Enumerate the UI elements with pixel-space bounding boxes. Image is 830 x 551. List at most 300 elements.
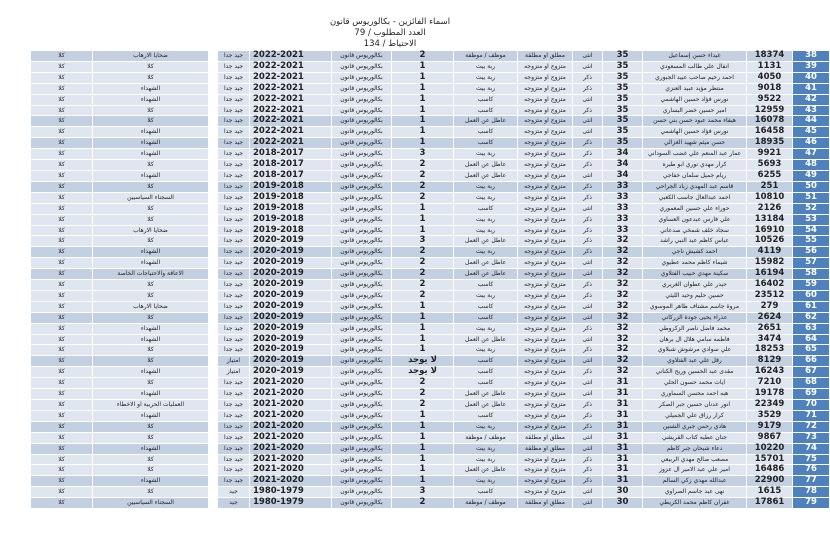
grade-cell: جيد جدا <box>218 105 250 116</box>
category-cell: كلا <box>93 421 209 432</box>
graduation-year-cell: 2021-2020 <box>250 389 332 400</box>
applicant-code-cell: 10810 <box>747 192 793 203</box>
children-count-cell: 1 <box>392 323 454 334</box>
spacer-cell <box>209 410 218 421</box>
spouse-job-cell: كاسب <box>454 367 518 378</box>
marital-status-cell: متزوج او متزوجه <box>518 105 573 116</box>
marital-status-cell: مطلق او مطلقة <box>518 51 573 62</box>
graduation-year-cell: 2020-2019 <box>250 290 332 301</box>
category-cell: كلا <box>93 345 209 356</box>
applicant-code-cell: 9522 <box>747 94 793 105</box>
table-row <box>31 443 830 454</box>
spouse-job-cell: ربة بيت <box>454 345 518 356</box>
category-cell: كلا <box>93 181 209 192</box>
row-number-cell: 72 <box>793 421 830 432</box>
row-number-cell: 59 <box>793 280 830 291</box>
relative-cell: كلا <box>31 105 93 116</box>
applicant-name-cell: هادي رحمن جبري الشنين <box>643 421 747 432</box>
marital-status-cell: متزوج او متزوجه <box>518 345 573 356</box>
degree-cell: بكالوريوس قانون <box>332 465 392 476</box>
relative-cell: كلا <box>31 170 93 181</box>
marital-status-cell: متزوج او متزوجه <box>518 290 573 301</box>
grade-cell: جيد جدا <box>218 280 250 291</box>
applicant-code-cell: 18374 <box>747 51 793 62</box>
applicant-code-cell: 9018 <box>747 83 793 94</box>
spacer-cell <box>209 487 218 498</box>
table-row <box>31 498 830 509</box>
graduation-year-cell: 2020-2019 <box>250 280 332 291</box>
spouse-job-cell: كاسب <box>454 138 518 149</box>
children-count-cell: 1 <box>392 312 454 323</box>
table-row <box>31 160 830 171</box>
spacer-cell <box>209 400 218 411</box>
category-cell: كلا <box>93 236 209 247</box>
score-cell: 31 <box>603 465 643 476</box>
spouse-job-cell: ربة بيت <box>454 61 518 72</box>
spacer-cell <box>209 247 218 258</box>
table-row <box>31 181 830 192</box>
relative-cell: كلا <box>31 258 93 269</box>
grade-cell: جيد <box>218 498 250 509</box>
table-row <box>31 400 830 411</box>
score-cell: 33 <box>603 181 643 192</box>
graduation-year-cell: 2022-2021 <box>250 83 332 94</box>
marital-status-cell: متزوج او متزوجه <box>518 323 573 334</box>
children-count-cell: 2 <box>392 192 454 203</box>
children-count-cell: 2 <box>392 51 454 62</box>
score-cell: 32 <box>603 290 643 301</box>
table-row <box>31 465 830 476</box>
relative-cell: كلا <box>31 487 93 498</box>
gender-cell: انثى <box>573 258 603 269</box>
spouse-job-cell: كاسب <box>454 280 518 291</box>
score-cell: 31 <box>603 421 643 432</box>
gender-cell: ذكر <box>573 214 603 225</box>
relative-cell: كلا <box>31 280 93 291</box>
degree-cell: بكالوريوس قانون <box>332 487 392 498</box>
category-cell: ضحايا الارهاب <box>93 301 209 312</box>
gender-cell: انثى <box>573 378 603 389</box>
graduation-year-cell: 2021-2020 <box>250 476 332 487</box>
degree-cell: بكالوريوس قانون <box>332 61 392 72</box>
spouse-job-cell: ربة بيت <box>454 323 518 334</box>
children-count-cell: 3 <box>392 487 454 498</box>
grade-cell: جيد جدا <box>218 236 250 247</box>
spacer-cell <box>209 236 218 247</box>
applicant-code-cell: 5693 <box>747 160 793 171</box>
score-cell: 32 <box>603 280 643 291</box>
score-cell: 32 <box>603 258 643 269</box>
grade-cell: جيد جدا <box>218 61 250 72</box>
score-cell: 33 <box>603 192 643 203</box>
gender-cell: انثى <box>573 301 603 312</box>
gender-cell: انثى <box>573 61 603 72</box>
gender-cell: انثى <box>573 498 603 509</box>
row-number-cell: 48 <box>793 160 830 171</box>
applicant-name-cell: نورس فؤاد حسين الهاشمي <box>643 127 747 138</box>
spouse-job-cell: ربة بيت <box>454 214 518 225</box>
grade-cell: جيد جدا <box>218 181 250 192</box>
table-row <box>31 116 830 127</box>
row-number-cell: 76 <box>793 465 830 476</box>
spacer-cell <box>209 280 218 291</box>
score-cell: 35 <box>603 138 643 149</box>
graduation-year-cell: 2020-2019 <box>250 269 332 280</box>
degree-cell: بكالوريوس قانون <box>332 421 392 432</box>
gender-cell: ذكر <box>573 247 603 258</box>
row-number-cell: 40 <box>793 72 830 83</box>
spouse-job-cell: عاطل عن العمل <box>454 389 518 400</box>
spouse-job-cell: كاسب <box>454 410 518 421</box>
table-row <box>31 410 830 421</box>
marital-status-cell: متزوج او متزوجه <box>518 149 573 160</box>
row-number-cell: 58 <box>793 269 830 280</box>
table-row <box>31 258 830 269</box>
table-row <box>31 367 830 378</box>
marital-status-cell: متزوج او متزوجه <box>518 83 573 94</box>
table-row <box>31 389 830 400</box>
category-cell: كلا <box>93 61 209 72</box>
degree-cell: بكالوريوس قانون <box>332 83 392 94</box>
relative-cell: كلا <box>31 345 93 356</box>
relative-cell: كلا <box>31 236 93 247</box>
applicant-code-cell: 15982 <box>747 258 793 269</box>
spouse-job-cell: ربة بيت <box>454 421 518 432</box>
marital-status-cell: متزوج او متزوجه <box>518 410 573 421</box>
category-cell: السجناء السياسيين <box>93 498 209 509</box>
applicant-code-cell: 12959 <box>747 105 793 116</box>
score-cell: 30 <box>603 487 643 498</box>
applicant-code-cell: 16486 <box>747 465 793 476</box>
table-row <box>31 378 830 389</box>
gender-cell: انثى <box>573 389 603 400</box>
applicant-name-cell: منتظر مؤيد عبيد العنزي <box>643 83 747 94</box>
gender-cell: ذكر <box>573 192 603 203</box>
degree-cell: بكالوريوس قانون <box>332 127 392 138</box>
spouse-job-cell: كاسب <box>454 301 518 312</box>
children-count-cell: 2 <box>392 269 454 280</box>
row-number-cell: 42 <box>793 94 830 105</box>
marital-status-cell: مطلق او مطلقة <box>518 432 573 443</box>
category-cell: الشهداء <box>93 367 209 378</box>
row-number-cell: 61 <box>793 301 830 312</box>
grade-cell: جيد جدا <box>218 323 250 334</box>
applicant-code-cell: 22349 <box>747 400 793 411</box>
degree-cell: بكالوريوس قانون <box>332 476 392 487</box>
relative-cell: كلا <box>31 443 93 454</box>
table-row <box>31 269 830 280</box>
row-number-cell: 53 <box>793 214 830 225</box>
relative-cell: كلا <box>31 214 93 225</box>
spouse-job-cell: ربة بيت <box>454 149 518 160</box>
table-row <box>31 138 830 149</box>
row-number-cell: 79 <box>793 498 830 509</box>
category-cell: السجناء السياسيين <box>93 192 209 203</box>
gender-cell: ذكر <box>573 465 603 476</box>
graduation-year-cell: 2022-2021 <box>250 51 332 62</box>
degree-cell: بكالوريوس قانون <box>332 432 392 443</box>
row-number-cell: 56 <box>793 247 830 258</box>
applicant-name-cell: عذراء يحيى جودة الزركاني <box>643 312 747 323</box>
gender-cell: انثى <box>573 312 603 323</box>
category-cell: الشهداء <box>93 149 209 160</box>
score-cell: 32 <box>603 236 643 247</box>
relative-cell: كلا <box>31 498 93 509</box>
applicant-name-cell: امير علي عبد الامير ال عزوز <box>643 465 747 476</box>
gender-cell: ذكر <box>573 236 603 247</box>
table-row <box>31 94 830 105</box>
gender-cell: انثى <box>573 443 603 454</box>
row-number-cell: 47 <box>793 149 830 160</box>
score-cell: 35 <box>603 51 643 62</box>
score-cell: 32 <box>603 312 643 323</box>
relative-cell: كلا <box>31 378 93 389</box>
row-number-cell: 57 <box>793 258 830 269</box>
grade-cell: جيد جدا <box>218 290 250 301</box>
category-cell: الشهداء <box>93 410 209 421</box>
children-count-cell: 1 <box>392 138 454 149</box>
row-number-cell: 73 <box>793 432 830 443</box>
children-count-cell: لا يوجد <box>392 356 454 367</box>
degree-cell: بكالوريوس قانون <box>332 389 392 400</box>
graduation-year-cell: 2019-2018 <box>250 214 332 225</box>
category-cell: كلا <box>93 356 209 367</box>
applicant-code-cell: 16243 <box>747 367 793 378</box>
degree-cell: بكالوريوس قانون <box>332 258 392 269</box>
graduation-year-cell: 2021-2020 <box>250 465 332 476</box>
spacer-cell <box>209 203 218 214</box>
spouse-job-cell: ربة بيت <box>454 443 518 454</box>
category-cell: ضحايا الارهاب <box>93 51 209 62</box>
spouse-job-cell: كاسب <box>454 487 518 498</box>
marital-status-cell: متزوج او متزوجه <box>518 269 573 280</box>
category-cell: كلا <box>93 203 209 214</box>
spacer-cell <box>209 170 218 181</box>
gender-cell: ذكر <box>573 421 603 432</box>
degree-cell: بكالوريوس قانون <box>332 247 392 258</box>
spouse-job-cell: ربة بيت <box>454 247 518 258</box>
spacer-cell <box>209 116 218 127</box>
spacer-cell <box>209 356 218 367</box>
score-cell: 31 <box>603 476 643 487</box>
row-number-cell: 62 <box>793 312 830 323</box>
degree-cell: بكالوريوس قانون <box>332 72 392 83</box>
spacer-cell <box>209 105 218 116</box>
row-number-cell: 68 <box>793 378 830 389</box>
degree-cell: بكالوريوس قانون <box>332 170 392 181</box>
grade-cell: جيد جدا <box>218 301 250 312</box>
applicant-name-cell: احمد عبدالعال جاسب الكعبي <box>643 192 747 203</box>
applicant-code-cell: 15701 <box>747 454 793 465</box>
grade-cell: جيد جدا <box>218 214 250 225</box>
score-cell: 34 <box>603 149 643 160</box>
spacer-cell <box>209 432 218 443</box>
spacer-cell <box>209 258 218 269</box>
table-row <box>31 334 830 345</box>
spacer-cell <box>209 323 218 334</box>
applicant-name-cell: قاسم عبد المهدي زباد الجراحي <box>643 181 747 192</box>
spouse-job-cell: كاسب <box>454 378 518 389</box>
table-row <box>31 127 830 138</box>
spacer-cell <box>209 443 218 454</box>
spacer-cell <box>209 51 218 62</box>
gender-cell: ذكر <box>573 400 603 411</box>
grade-cell: جيد جدا <box>218 116 250 127</box>
spouse-job-cell: كاسب <box>454 94 518 105</box>
applicant-name-cell: حيدر علي عطوان الغريري <box>643 280 747 291</box>
gender-cell: ذكر <box>573 149 603 160</box>
grade-cell: جيد جدا <box>218 269 250 280</box>
applicant-code-cell: 18935 <box>747 138 793 149</box>
graduation-year-cell: 1980-1979 <box>250 487 332 498</box>
gender-cell: ذكر <box>573 181 603 192</box>
score-cell: 35 <box>603 94 643 105</box>
grade-cell: جيد جدا <box>218 51 250 62</box>
gender-cell: ذكر <box>573 160 603 171</box>
graduation-year-cell: 2022-2021 <box>250 127 332 138</box>
spacer-cell <box>209 301 218 312</box>
applicant-code-cell: 9921 <box>747 149 793 160</box>
applicant-name-cell: عباس كاظم عبد النبي راشد <box>643 236 747 247</box>
score-cell: 35 <box>603 83 643 94</box>
table-row <box>31 301 830 312</box>
relative-cell: كلا <box>31 356 93 367</box>
grade-cell: جيد جدا <box>218 421 250 432</box>
row-number-cell: 75 <box>793 454 830 465</box>
document-header <box>0 0 780 50</box>
applicant-name-cell: غيداء حسن إسماعيل <box>643 51 747 62</box>
spacer-cell <box>209 214 218 225</box>
score-cell: 32 <box>603 356 643 367</box>
grade-cell: جيد جدا <box>218 225 250 236</box>
category-cell: العمليات الحربية او الاخطاء <box>93 400 209 411</box>
score-cell: 32 <box>603 345 643 356</box>
spouse-job-cell: ربة بيت <box>454 83 518 94</box>
score-cell: 33 <box>603 225 643 236</box>
gender-cell: انثى <box>573 487 603 498</box>
score-cell: 35 <box>603 105 643 116</box>
children-count-cell: 1 <box>392 116 454 127</box>
applicant-name-cell: مروة جاسم مشتاف طاهر الموسوي <box>643 301 747 312</box>
marital-status-cell: متزوج او متزوجه <box>518 170 573 181</box>
spouse-job-cell: ربة بيت <box>454 192 518 203</box>
table-row <box>31 236 830 247</box>
category-cell: الشهداء <box>93 138 209 149</box>
row-number-cell: 78 <box>793 487 830 498</box>
applicant-code-cell: 3474 <box>747 334 793 345</box>
score-cell: 31 <box>603 389 643 400</box>
children-count-cell: 2 <box>392 400 454 411</box>
marital-status-cell: متزوج او متزوجه <box>518 367 573 378</box>
gender-cell: ذكر <box>573 290 603 301</box>
category-cell: الشهداء <box>93 247 209 258</box>
grade-cell: جيد جدا <box>218 410 250 421</box>
grade-cell: جيد جدا <box>218 312 250 323</box>
applicant-name-cell: علي فارس عبدعون العساوي <box>643 214 747 225</box>
spacer-cell <box>209 94 218 105</box>
spacer-cell <box>209 160 218 171</box>
table-row <box>31 170 830 181</box>
degree-cell: بكالوريوس قانون <box>332 225 392 236</box>
applicant-code-cell: 22900 <box>747 476 793 487</box>
graduation-year-cell: 2022-2021 <box>250 61 332 72</box>
degree-cell: بكالوريوس قانون <box>332 116 392 127</box>
row-number-cell: 77 <box>793 476 830 487</box>
applicant-code-cell: 10220 <box>747 443 793 454</box>
children-count-cell: 1 <box>392 465 454 476</box>
applicant-code-cell: 4119 <box>747 247 793 258</box>
category-cell: كلا <box>93 487 209 498</box>
row-number-cell: 65 <box>793 345 830 356</box>
row-number-cell: 66 <box>793 356 830 367</box>
table-row <box>31 61 830 72</box>
applicant-name-cell: احمد رحيم صاحب عبيد الجبوري <box>643 72 747 83</box>
relative-cell: كلا <box>31 160 93 171</box>
gender-cell: ذكر <box>573 138 603 149</box>
spouse-job-cell: ربة بيت <box>454 225 518 236</box>
applicant-name-cell: حوراء علي حسين المعموري <box>643 203 747 214</box>
relative-cell: كلا <box>31 61 93 72</box>
degree-cell: بكالوريوس قانون <box>332 51 392 62</box>
gender-cell: ذكر <box>573 225 603 236</box>
required-count: العدد المطلوب / 79 <box>354 28 426 38</box>
children-count-cell: 2 <box>392 389 454 400</box>
grade-cell: امتياز <box>218 367 250 378</box>
applicant-name-cell: كرار رزاق علي الجميلي <box>643 410 747 421</box>
row-number-cell: 44 <box>793 116 830 127</box>
relative-cell: كلا <box>31 192 93 203</box>
gender-cell: انثى <box>573 269 603 280</box>
category-cell: كلا <box>93 432 209 443</box>
grade-cell: جيد جدا <box>218 432 250 443</box>
category-cell: الشهداء <box>93 389 209 400</box>
grade-cell: جيد جدا <box>218 138 250 149</box>
applicant-name-cell: نورس فؤاد حسين الهاشمي <box>643 94 747 105</box>
degree-cell: بكالوريوس قانون <box>332 323 392 334</box>
applicant-code-cell: 4050 <box>747 72 793 83</box>
graduation-year-cell: 2019-2018 <box>250 203 332 214</box>
marital-status-cell: متزوج او متزوجه <box>518 192 573 203</box>
row-number-cell: 54 <box>793 225 830 236</box>
grade-cell: جيد جدا <box>218 192 250 203</box>
graduation-year-cell: 2021-2020 <box>250 410 332 421</box>
applicant-name-cell: احمد كشيش ناجي <box>643 247 747 258</box>
marital-status-cell: متزوج او متزوجه <box>518 465 573 476</box>
relative-cell: كلا <box>31 290 93 301</box>
relative-cell: كلا <box>31 247 93 258</box>
graduation-year-cell: 2018-2017 <box>250 149 332 160</box>
applicant-code-cell: 9867 <box>747 432 793 443</box>
relative-cell: كلا <box>31 301 93 312</box>
score-cell: 35 <box>603 116 643 127</box>
table-row <box>31 192 830 203</box>
children-count-cell: لا يوجد <box>392 367 454 378</box>
category-cell: كلا <box>93 290 209 301</box>
children-count-cell: 1 <box>392 454 454 465</box>
graduation-year-cell: 1980-1979 <box>250 498 332 509</box>
spouse-job-cell: موظف / موظفة <box>454 498 518 509</box>
degree-cell: بكالوريوس قانون <box>332 334 392 345</box>
spouse-job-cell: كاسب <box>454 105 518 116</box>
spacer-cell <box>209 61 218 72</box>
applicant-code-cell: 19178 <box>747 389 793 400</box>
degree-cell: بكالوريوس قانون <box>332 160 392 171</box>
graduation-year-cell: 2020-2019 <box>250 345 332 356</box>
children-count-cell: 1 <box>392 127 454 138</box>
degree-cell: بكالوريوس قانون <box>332 203 392 214</box>
marital-status-cell: مطلق او مطلقة <box>518 498 573 509</box>
spacer-cell <box>209 345 218 356</box>
